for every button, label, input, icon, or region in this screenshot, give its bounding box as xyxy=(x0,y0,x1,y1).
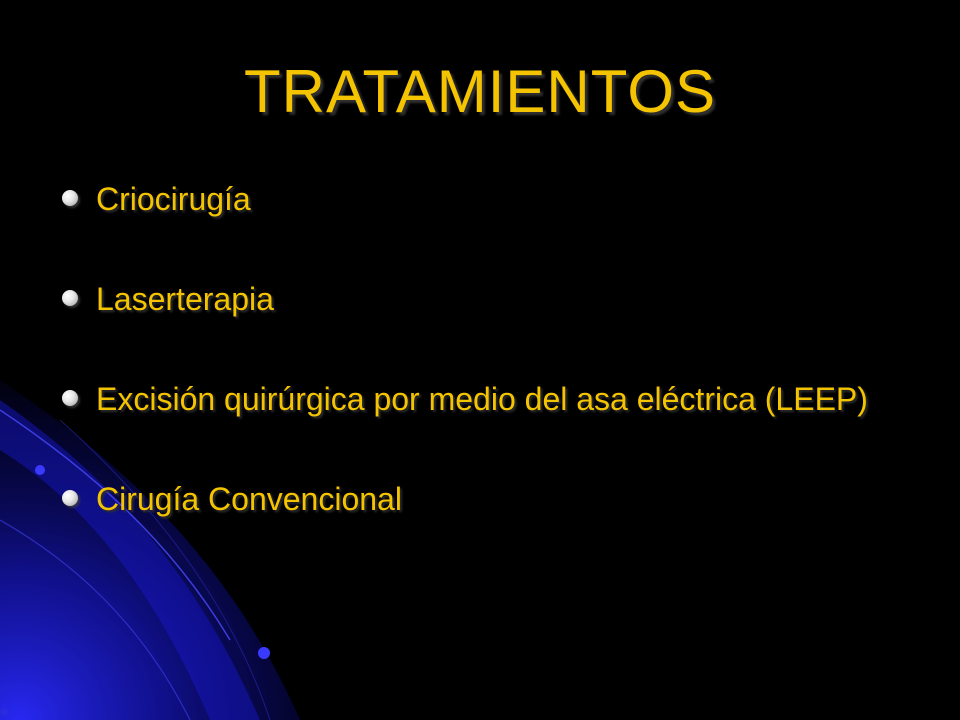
bullet-icon xyxy=(62,290,78,306)
bullet-text: Cirugía Convencional xyxy=(96,481,402,517)
bullet-item xyxy=(62,476,922,522)
bullet-icon xyxy=(62,390,78,406)
slide-title: TRATAMIENTOS xyxy=(243,58,717,125)
bullet-text: Excisión quirúrgica por medio del asa eléctrica (LEEP) xyxy=(96,381,868,417)
decor-dot-3 xyxy=(0,708,8,716)
bullet-icon xyxy=(62,190,78,206)
decor-dot-1 xyxy=(35,465,45,475)
bullet-text: Criocirugía xyxy=(96,181,251,217)
bullet-icon xyxy=(62,490,78,506)
bullet-list xyxy=(62,176,922,576)
bullet-item xyxy=(62,176,922,222)
decor-dot-2 xyxy=(258,647,270,659)
bullet-text: Laserterapia xyxy=(96,281,274,317)
bullet-item xyxy=(62,276,922,322)
bullet-item xyxy=(62,376,922,422)
